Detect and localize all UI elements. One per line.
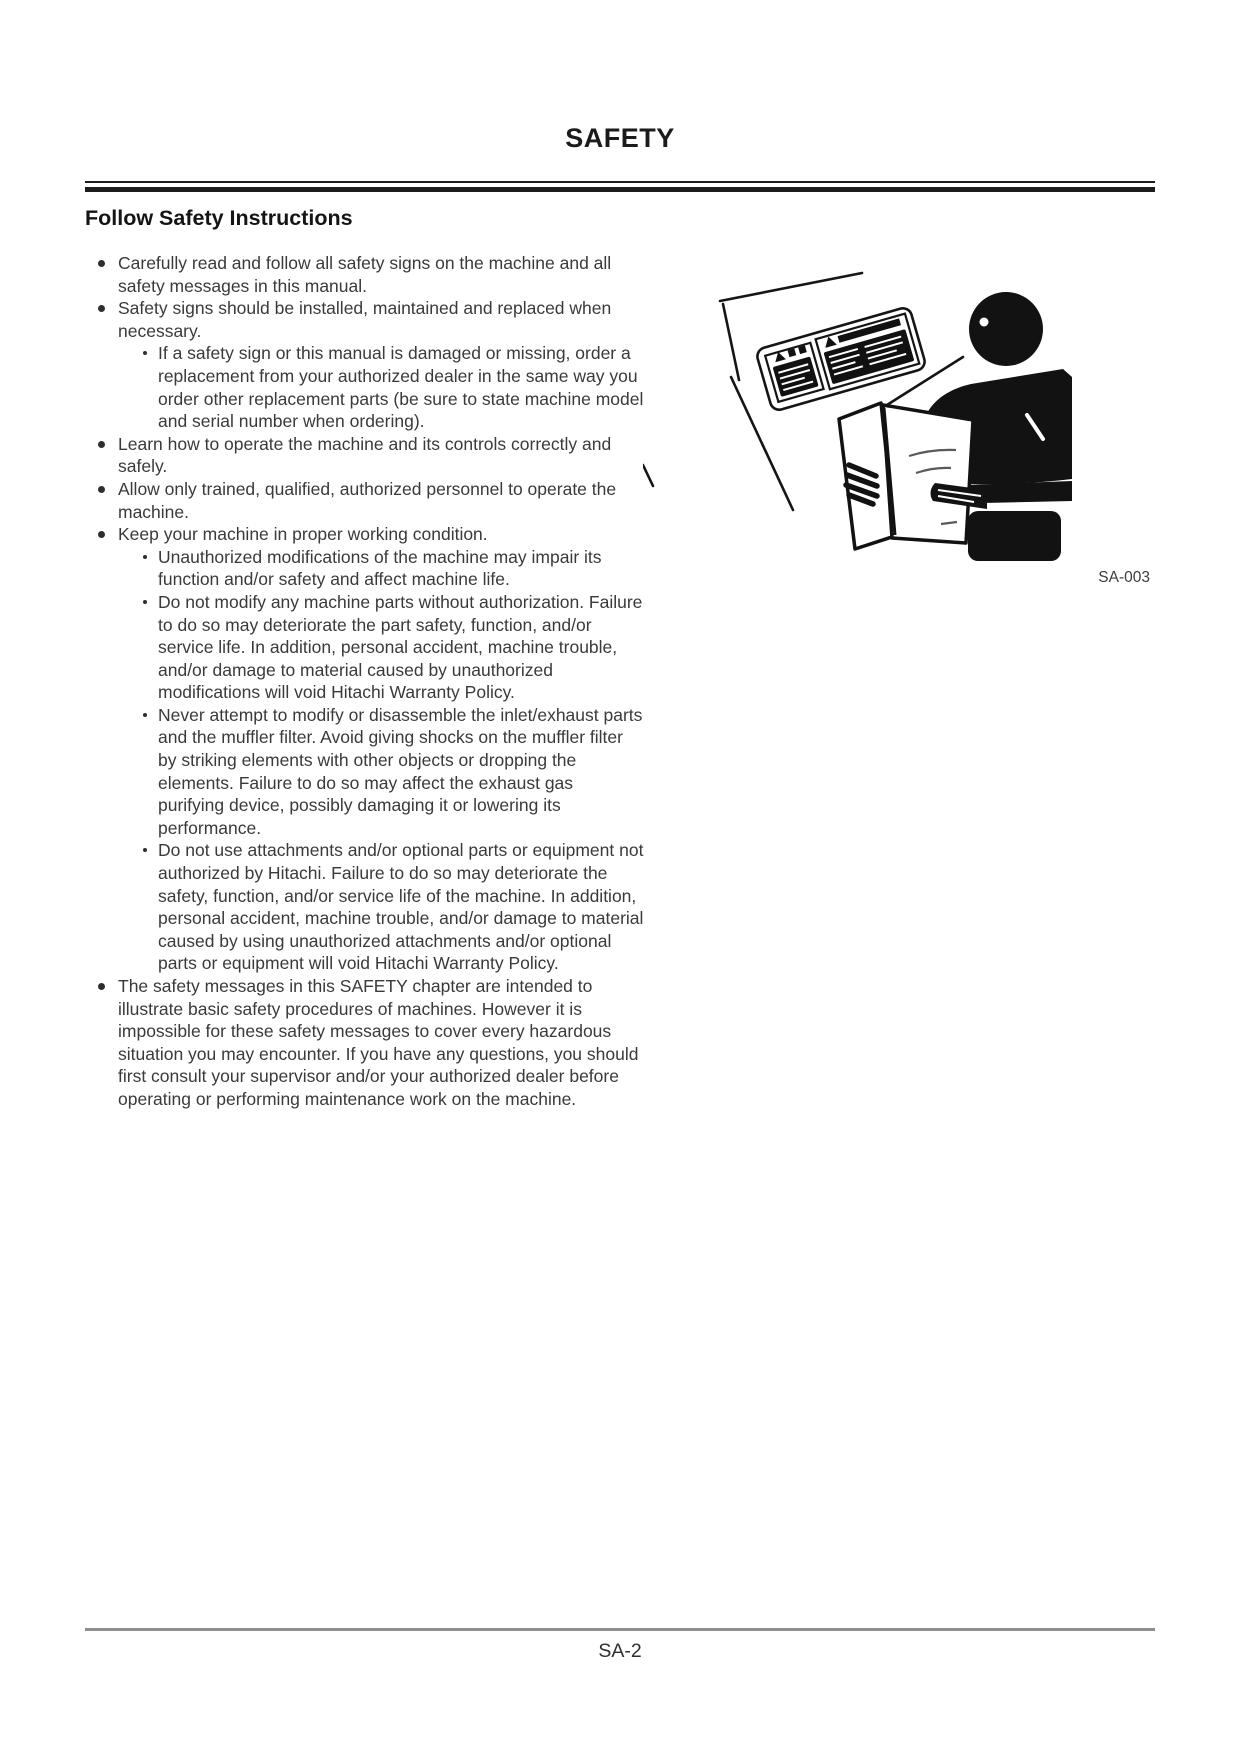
- list-item: [95, 975, 644, 1111]
- figure: [643, 243, 1078, 578]
- list-item: [95, 297, 644, 433]
- manual-book: [839, 403, 987, 549]
- sub-list-item-text: If a safety sign or this manual is damaged or missing, order a replacement from your authorized dealer in the same way you order other replacement parts (be sure to state machine model and serial number when ordering).: [158, 343, 644, 432]
- header-double-rule: [85, 181, 1155, 187]
- sub-list-item-text: Do not use attachments and/or optional parts or equipment not authorized by Hitachi. Failure to do so may deteriorate the safety, function, and/or service life of the machine. In addition, personal accident, machine trouble, and/or damage to material caused by using unauthorized attachments and/or optional parts or equipment will void Hitachi Warranty Policy.: [158, 840, 644, 974]
- list-item: [95, 478, 644, 523]
- list-item-text: Keep your machine in proper working condition.: [118, 524, 488, 545]
- list-item-text: Learn how to operate the machine and its controls correctly and safely.: [118, 433, 612, 477]
- sub-list-item-text: Never attempt to modify or disassemble the inlet/exhaust parts and the muffler filter. Avoid giving shocks on the muffler filter by striking elements with other objects or dropping the elements. Failure to do so may affect the exhaust gas purifying device, possibly damaging it or lowering its performance.: [158, 704, 643, 838]
- body-copy: [95, 252, 644, 1111]
- list-item-text: Carefully read and follow all safety signs on the machine and all safety messages in this manual.: [118, 253, 612, 296]
- operator-reading-manual-illustration: [643, 243, 1078, 578]
- section-title: Follow Safety Instructions: [85, 206, 353, 230]
- list-item-text: Safety signs should be installed, maintained and replaced when necessary.: [118, 298, 612, 341]
- sub-list: [139, 546, 644, 975]
- sub-list-item: [139, 839, 644, 975]
- sub-list-item: [139, 591, 644, 704]
- footer-rule: [85, 1628, 1155, 1631]
- list-item: [95, 523, 644, 975]
- book-right-page: [883, 405, 973, 543]
- page-number: SA-2: [598, 1640, 642, 1662]
- sub-list-item: [139, 704, 644, 840]
- sub-list: [139, 342, 644, 432]
- list-item: [95, 433, 644, 478]
- sub-list-item-text: Do not modify any machine parts without authorization. Failure to do so may deteriorate the part safety, function, and/or service life. In addition, personal accident, machine trouble, and/or damage to material caused by unauthorized modifications will void Hitachi Warranty Policy.: [158, 591, 643, 703]
- list-item-text: Allow only trained, qualified, authorized personnel to operate the machine.: [118, 478, 617, 522]
- sub-list-item-text: Unauthorized modifications of the machine may impair its function and/or safety and affect machine life.: [158, 546, 602, 590]
- figure-caption: SA-003: [1098, 569, 1150, 586]
- lower-arm-block: [968, 511, 1061, 561]
- safety-instructions-list: [95, 252, 644, 1111]
- warning-label-large: [816, 314, 920, 390]
- sub-list-item: [139, 342, 644, 432]
- list-item-text: The safety messages in this SAFETY chapter are intended to illustrate basic safety procedures of machines. However it is impossible for these safety messages to cover every hazardous situation you may encounter. If you have any questions, you should first consult your supervisor and/or your authorized dealer before operating or performing maintenance work on the machine.: [118, 976, 639, 1109]
- person-head: [969, 292, 1043, 366]
- ear-dot: [980, 318, 989, 327]
- sub-list-item: [139, 546, 644, 591]
- list-item: [95, 252, 644, 297]
- chapter-title: SAFETY: [565, 123, 675, 153]
